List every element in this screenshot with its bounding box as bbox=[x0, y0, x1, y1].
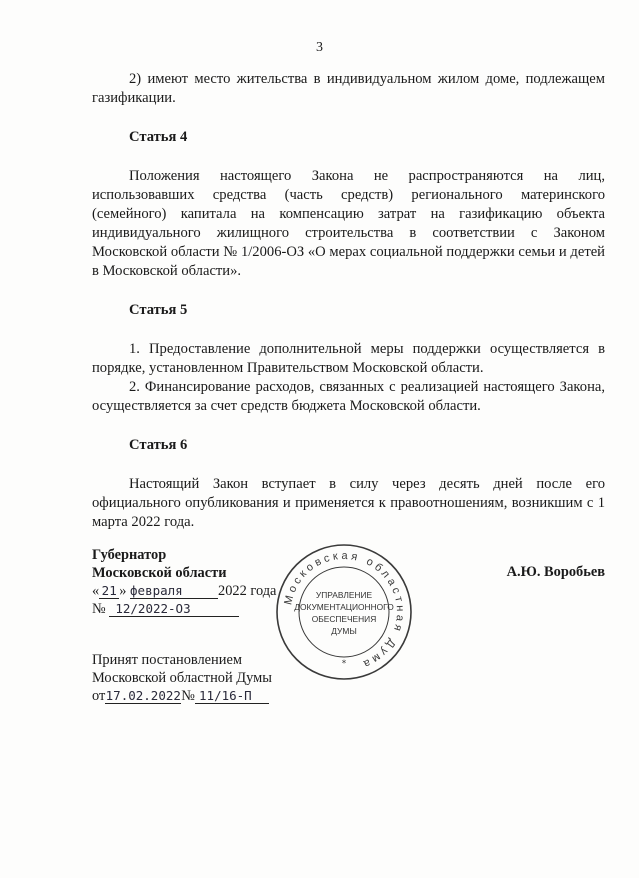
signature-date bbox=[92, 582, 276, 600]
stamp-line-2: ДОКУМЕНТАЦИОННОГО bbox=[294, 602, 394, 612]
adoption-date-number bbox=[92, 687, 272, 705]
signer-name: А.Ю. Воробьев bbox=[506, 564, 605, 580]
page-number: 3 bbox=[316, 40, 323, 55]
stamp-line-4: ДУМЫ bbox=[331, 626, 357, 636]
stamp-line-3: ОБЕСПЕЧЕНИЯ bbox=[311, 614, 377, 624]
article-6-text: Настоящий Закон вступает в силу через десять дней после его официального опубликования и применяется к правоотношениям, возникшим с 1 марта 2022 года. bbox=[92, 476, 605, 530]
stamp-star: * bbox=[341, 659, 347, 669]
adoption-line-2: Московской областной Думы bbox=[92, 670, 272, 686]
official-stamp bbox=[274, 542, 414, 682]
adoption-line-1: Принят постановлением bbox=[92, 652, 242, 668]
governor-title-2: Московской области bbox=[92, 565, 227, 581]
adoption-from-label: от bbox=[92, 688, 106, 704]
date-year: 2022 года bbox=[218, 583, 277, 599]
article-5-item-2: 2. Финансирование расходов, связанных с реализацией настоящего Закона, осуществляется за счет средств бюджета Московской области. bbox=[92, 379, 605, 414]
stamp-inner-text bbox=[274, 589, 414, 637]
date-quote-close: » bbox=[119, 583, 127, 599]
stamp-ring-text: Московская областная Дума bbox=[282, 549, 407, 672]
adoption-block bbox=[92, 651, 272, 705]
adoption-date: 17.02.2022 bbox=[105, 688, 181, 703]
paragraph-gasification: 2) имеют место жительства в индивидуальном жилом доме, подлежащем газификации. bbox=[92, 71, 605, 106]
article-4-title: Статья 4 bbox=[129, 129, 188, 145]
date-day: 21 bbox=[99, 584, 119, 599]
article-4-text: Положения настоящего Закона не распространяются на лиц, использовавших средства (часть средств) регионального материнского (семейного) капитала на компенсацию затрат на газификацию объекта индивидуального жилищного строительства в соответствии с Законом Московской области № 1/2006-ОЗ «О мерах социальной поддержки семьи и детей в Московской области». bbox=[92, 168, 605, 279]
law-number bbox=[92, 600, 276, 618]
law-number-label: № bbox=[92, 601, 106, 617]
governor-signature-block bbox=[92, 546, 276, 618]
article-6-title: Статья 6 bbox=[129, 437, 188, 453]
adoption-number: 11/16-П bbox=[195, 689, 269, 704]
adoption-number-label: № bbox=[181, 688, 196, 704]
date-month: февраля bbox=[130, 584, 218, 599]
document-body bbox=[92, 70, 605, 532]
law-number-value: 12/2022-ОЗ bbox=[109, 602, 239, 617]
stamp-line-1: УПРАВЛЕНИЕ bbox=[315, 590, 373, 600]
governor-title-1: Губернатор bbox=[92, 547, 167, 563]
article-5-item-1: 1. Предоставление дополнительной меры поддержки осуществляется в порядке, установленном Правительством Московской области. bbox=[92, 341, 605, 376]
article-5-title: Статья 5 bbox=[129, 302, 188, 318]
date-quote-open: « bbox=[92, 583, 100, 599]
